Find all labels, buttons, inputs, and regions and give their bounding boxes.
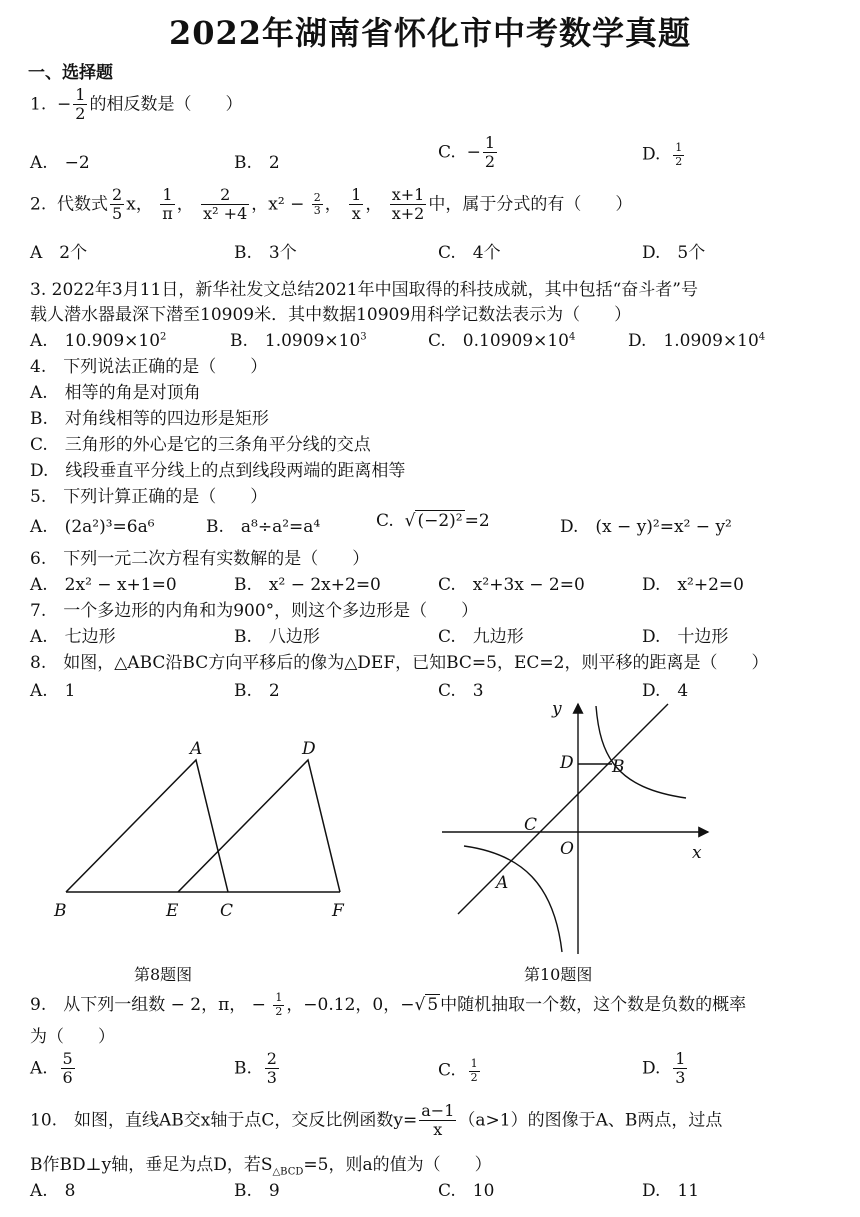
q10-option-d: D. 11 — [642, 1181, 700, 1201]
q3-option-a: A. $10.909\times 10^2$ — [30, 331, 167, 351]
q3-option-b: B. $1.0909\times 10^3$ — [230, 331, 367, 351]
q1-option-c: C. − $\frac{1}{2}$ — [438, 133, 496, 172]
label-f: F — [332, 901, 344, 921]
question-4-stem: 4. 下列说法正确的是（ ） — [30, 357, 268, 377]
question-1-stem: 1. − $\frac{1}{2}$ 的相反数是（ ） — [30, 85, 243, 124]
question-5-stem: 5. 下列计算正确的是（ ） — [30, 487, 268, 507]
question-6-stem: 6. 下列一元二次方程有实数解的是（ ） — [30, 549, 370, 569]
label-b: B — [54, 901, 67, 921]
question-7-stem: 7. 一个多边形的内角和为900°，则这个多边形是（ ） — [30, 601, 479, 621]
hyperbola-branch-1 — [596, 706, 686, 798]
q2-option-c: C. 4个 — [438, 243, 501, 263]
q7-option-c: C. 九边形 — [438, 627, 524, 647]
label-o: O — [560, 839, 574, 859]
q2-option-a: A 2个 — [30, 243, 88, 263]
label-b: B — [612, 757, 625, 777]
q4-option-a: A. 相等的角是对顶角 — [30, 383, 201, 403]
q1-option-d: D. $\frac{1}{2}$ — [642, 141, 683, 168]
question-10-line1: 10. 如图，直线AB交x轴于点C，交反比例函数y= $\frac{a-1}{x}$ （a>1）的图像于A、B两点，过点 — [30, 1101, 723, 1140]
q9-option-d: D. $\frac{1}{3}$ — [642, 1049, 686, 1088]
question-10-line2: B作BD⊥y轴，垂足为点D，若$S_{\triangle BCD}=5$，则a的值为（ ） — [30, 1155, 492, 1178]
question-3-line1: 3. 2022年3月11日，新华社发文总结2021年中国取得的科技成就，其中包括“奋斗者”号 — [30, 280, 698, 300]
label-c: C — [524, 815, 538, 835]
triangle-def — [178, 760, 340, 892]
q6-option-a: A. 2x² − x+1=0 — [30, 575, 177, 595]
q4-option-d: D. 线段垂直平分线上的点到线段两端的距离相等 — [30, 461, 406, 481]
q9-option-a: A. $\frac{5}{6}$ — [30, 1049, 73, 1088]
q2-option-d: D. 5个 — [642, 243, 706, 263]
question-2-stem: 2. 代数式 $\frac{2}{5}$ x， $\frac{1}{\pi}$ ， $\frac{2}{\text{x² +4}}$ ，x² − $\frac{2}{3}$ ， $\frac{1}{x}$ ， $\frac{x+1}{x+2}$ 中，属于分式的有（ ） — [30, 185, 633, 224]
label-d: D — [302, 739, 316, 759]
question-8-stem: 8. 如图，△ABC沿BC方向平移后的像为△DEF，已知BC=5，EC=2，则平移的距离是（ ） — [30, 653, 769, 673]
figure-10-graph — [436, 696, 716, 958]
fraction: $\frac{1}{2}$ — [75, 85, 86, 124]
label-a: A — [496, 873, 509, 893]
q8-option-a: A. 1 — [30, 681, 76, 701]
q4-option-b: B. 对角线相等的四边形是矩形 — [30, 409, 269, 429]
q3-option-d: D. $1.0909\times 10^4$ — [628, 331, 766, 351]
q9-option-b: B. $\frac{2}{3}$ — [234, 1049, 277, 1088]
q10-option-a: A. 8 — [30, 1181, 76, 1201]
q9-option-c: C. $\frac{1}{2}$ — [438, 1057, 478, 1084]
q8-option-b: B. 2 — [234, 681, 280, 701]
q7-option-d: D. 十边形 — [642, 627, 729, 647]
triangle-abc — [66, 760, 228, 892]
q7-option-b: B. 八边形 — [234, 627, 320, 647]
hyperbola-branch-2 — [464, 846, 562, 952]
page-title: 2022年湖南省怀化市中考数学真题 — [168, 14, 692, 52]
q1-option-a: A. −2 — [30, 153, 90, 173]
q10-option-b: B. 9 — [234, 1181, 280, 1201]
q10-option-c: C. 10 — [438, 1181, 495, 1201]
label-e: E — [166, 901, 179, 921]
line-ab — [458, 704, 668, 914]
question-9-line1: 9. 从下列一组数 − 2，π， − $\frac{1}{2}$ ，−0.12，0，−√ 5 中随机抽取一个数，这个数是负数的概率 — [30, 991, 747, 1018]
label-c: C — [220, 901, 234, 921]
q5-option-c: C. √ (−2)² =2 — [376, 511, 490, 531]
q8-option-c: C. 3 — [438, 681, 484, 701]
q3-option-c: C. $0.10909\times 10^4$ — [428, 331, 576, 351]
figure-8-caption: 第8题图 — [134, 965, 193, 984]
q7-option-a: A. 七边形 — [30, 627, 116, 647]
q4-option-c: C. 三角形的外心是它的三条角平分线的交点 — [30, 435, 371, 455]
q5-option-a: A. (2a²)³=6a⁶ — [30, 517, 155, 537]
q5-option-d: D. (x − y)²=x² − y² — [560, 517, 732, 537]
q6-option-b: B. x² − 2x+2=0 — [234, 575, 381, 595]
question-3-line2: 载人潜水器最深下潜至10909米．其中数据10909用科学记数法表示为（ ） — [30, 305, 632, 325]
q6-option-c: C. x²+3x − 2=0 — [438, 575, 585, 595]
question-9-line2: 为（ ） — [30, 1027, 115, 1047]
q5-option-b: B. a⁸÷a²=a⁴ — [206, 517, 321, 537]
label-d: D — [560, 753, 574, 773]
figure-10-caption: 第10题图 — [524, 965, 593, 984]
label-a: A — [190, 739, 203, 759]
label-x: x — [692, 843, 702, 863]
label-y: y — [552, 699, 562, 719]
q6-option-d: D. x²+2=0 — [642, 575, 744, 595]
q1-option-b: B. 2 — [234, 153, 280, 173]
q2-option-b: B. 3个 — [234, 243, 297, 263]
q8-option-d: D. 4 — [642, 681, 689, 701]
section-heading: 一、选择题 — [28, 63, 113, 83]
figure-8-triangles — [40, 730, 370, 925]
